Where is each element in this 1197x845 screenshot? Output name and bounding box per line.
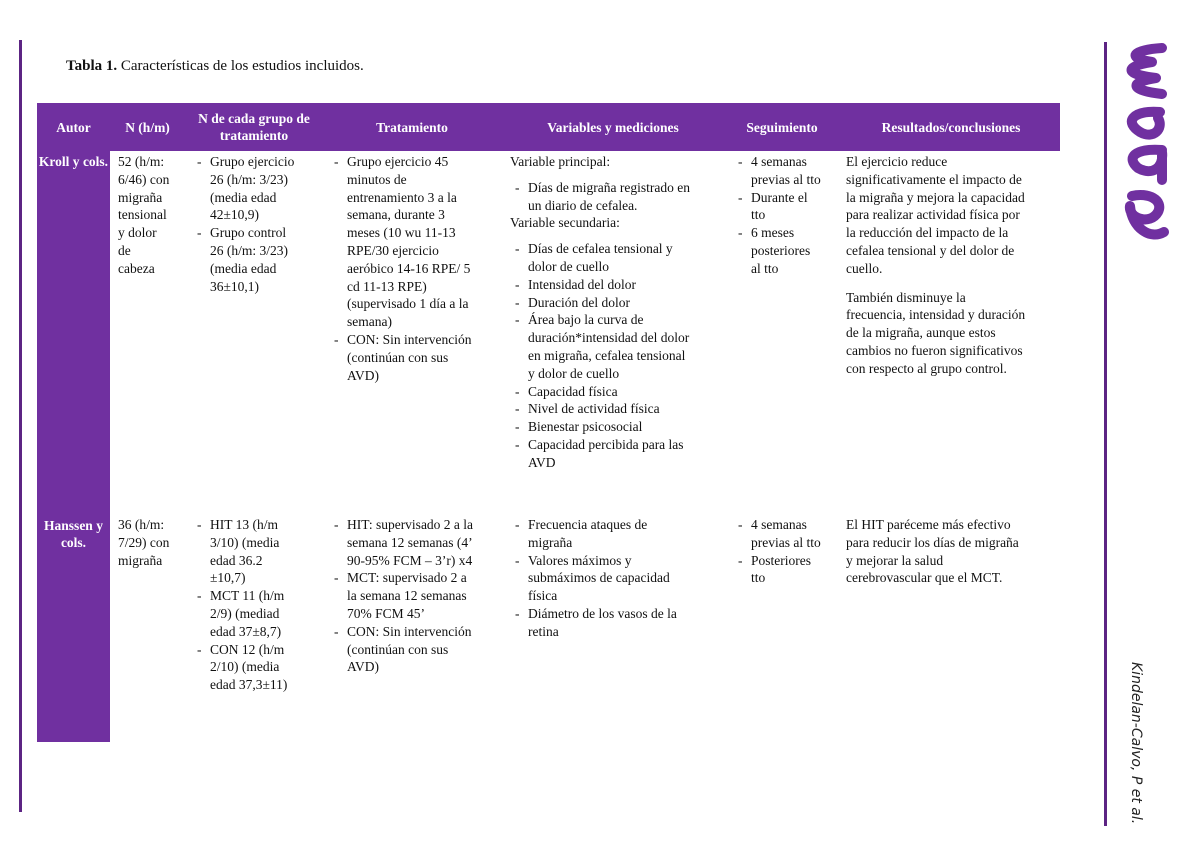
list-item: - Grupo ejercicio 26 (h/m: 3/23) (media edad 42±10,9) xyxy=(192,153,332,224)
running-footer: Kindelan-Calvo, P et al. xyxy=(1128,662,1144,825)
left-margin-rule xyxy=(19,40,22,812)
list-item: - HIT: supervisado 2 a la semana 12 semanas (4’ 90-95% FCM – 3’r) x4 xyxy=(329,516,501,569)
list-item: - Días de migraña registrado en un diario de cefalea. xyxy=(510,179,725,215)
list-item: - Durante el tto xyxy=(733,189,841,225)
row-groups xyxy=(192,153,332,295)
table-caption-label: Tabla 1. xyxy=(66,58,118,74)
author-column-band xyxy=(37,151,110,742)
right-margin-rule xyxy=(1104,42,1107,826)
row-followup xyxy=(733,516,841,587)
row-author: Hanssen y cols. xyxy=(44,518,103,550)
results-paragraph: El HIT parécеme más efectivo para reducir los días de migraña y mejorar la salud cerebrovascular que el MCT. xyxy=(846,517,1019,586)
results-paragraph: También disminuye la frecuencia, intensidad y duración de la migraña, aunque estos cambios no fueron significativos con respecto al grupo control. xyxy=(846,289,1026,376)
row-n-value: 36 (h/m: 7/29) con migraña xyxy=(118,517,170,568)
list-item: - Grupo control 26 (h/m: 3/23) (media edad 36±10,1) xyxy=(192,224,332,295)
journal-logo-icon xyxy=(1112,40,1172,265)
list-item: - Capacidad percibida para las AVD xyxy=(510,436,725,472)
list-item: - CON 12 (h/m 2/10) (media edad 37,3±11) xyxy=(192,641,332,694)
list-item: - Grupo ejercicio 45 minutos de entrenamiento 3 a la semana, durante 3 meses (10 wu 11-13 RPE/30 ejercicio aeróbico 14-16 RPE/ 5 cd 11-13 RPE) (supervisado 1 día a la semana) xyxy=(329,153,501,331)
row-variables xyxy=(510,153,725,472)
header-tratamiento: Tratamiento xyxy=(376,119,448,135)
list-item: - Valores máximos y submáximos de capacidad física xyxy=(510,552,725,605)
list-item: - 4 semanas previas al tto xyxy=(733,153,841,189)
list-item: - HIT 13 (h/m 3/10) (media edad 36.2 ±10,7) xyxy=(192,516,332,587)
row-author: Kroll y cols. xyxy=(38,154,109,169)
list-item: - Nivel de actividad física xyxy=(510,400,725,418)
row-n-value: 52 (h/m: 6/46) con migraña tensional y dolor de cabeza xyxy=(118,154,170,276)
list-item: - 4 semanas previas al tto xyxy=(733,516,841,552)
row-followup xyxy=(733,153,841,278)
list-item: - Días de cefalea tensional y dolor de cuello xyxy=(510,240,725,276)
row-results xyxy=(846,153,1061,378)
list-item: - Bienestar psicosocial xyxy=(510,418,725,436)
list-item: - Duración del dolor xyxy=(510,294,725,312)
list-item: - CON: Sin intervención (continúan con sus AVD) xyxy=(329,623,501,676)
header-resultados: Resultados/conclusiones xyxy=(881,119,1021,135)
list-item: - Intensidad del dolor xyxy=(510,276,725,294)
row-groups xyxy=(192,516,332,694)
row-treatment xyxy=(329,153,501,384)
table-header xyxy=(37,103,1060,151)
list-item: - Diámetro de los vasos de la retina xyxy=(510,605,725,641)
list-item: - MCT: supervisado 2 a la semana 12 semanas 70% FCM 45’ xyxy=(329,569,501,622)
list-item: - Área bajo la curva de duración*intensidad del dolor en migraña, cefalea tensional y dolor de cuello xyxy=(510,311,725,382)
list-item: - Capacidad física xyxy=(510,383,725,401)
primary-variable-label: Variable principal: xyxy=(510,154,611,169)
list-item: - Posteriores tto xyxy=(733,552,841,588)
header-n-grupo: N de cada grupo de tratamiento xyxy=(198,111,310,143)
secondary-variable-label: Variable secundaria: xyxy=(510,215,620,231)
list-item: - 6 meses posteriores al tto xyxy=(733,224,841,277)
row-treatment xyxy=(329,516,501,676)
table-caption-text: Características de los estudios incluidos. xyxy=(117,58,364,74)
header-n: N (h/m) xyxy=(125,119,170,135)
results-paragraph: El ejercicio reduce significativamente el impacto de la migraña y mejora la capacidad para realizar actividad física por la reducción del impacto de la cefalea tensional y del dolor de cuello. xyxy=(846,154,1025,276)
header-variables: Variables y mediciones xyxy=(547,119,679,135)
list-item: - MCT 11 (h/m 2/9) (mediad edad 37±8,7) xyxy=(192,587,332,640)
list-item: - CON: Sin intervención (continúan con sus AVD) xyxy=(329,331,501,384)
header-seguimiento: Seguimiento xyxy=(746,119,818,135)
row-results xyxy=(846,516,1061,587)
header-autor: Autor xyxy=(56,119,91,135)
table-caption xyxy=(66,58,364,75)
list-item: - Frecuencia ataques de migraña xyxy=(510,516,725,552)
row-variables xyxy=(510,516,725,641)
